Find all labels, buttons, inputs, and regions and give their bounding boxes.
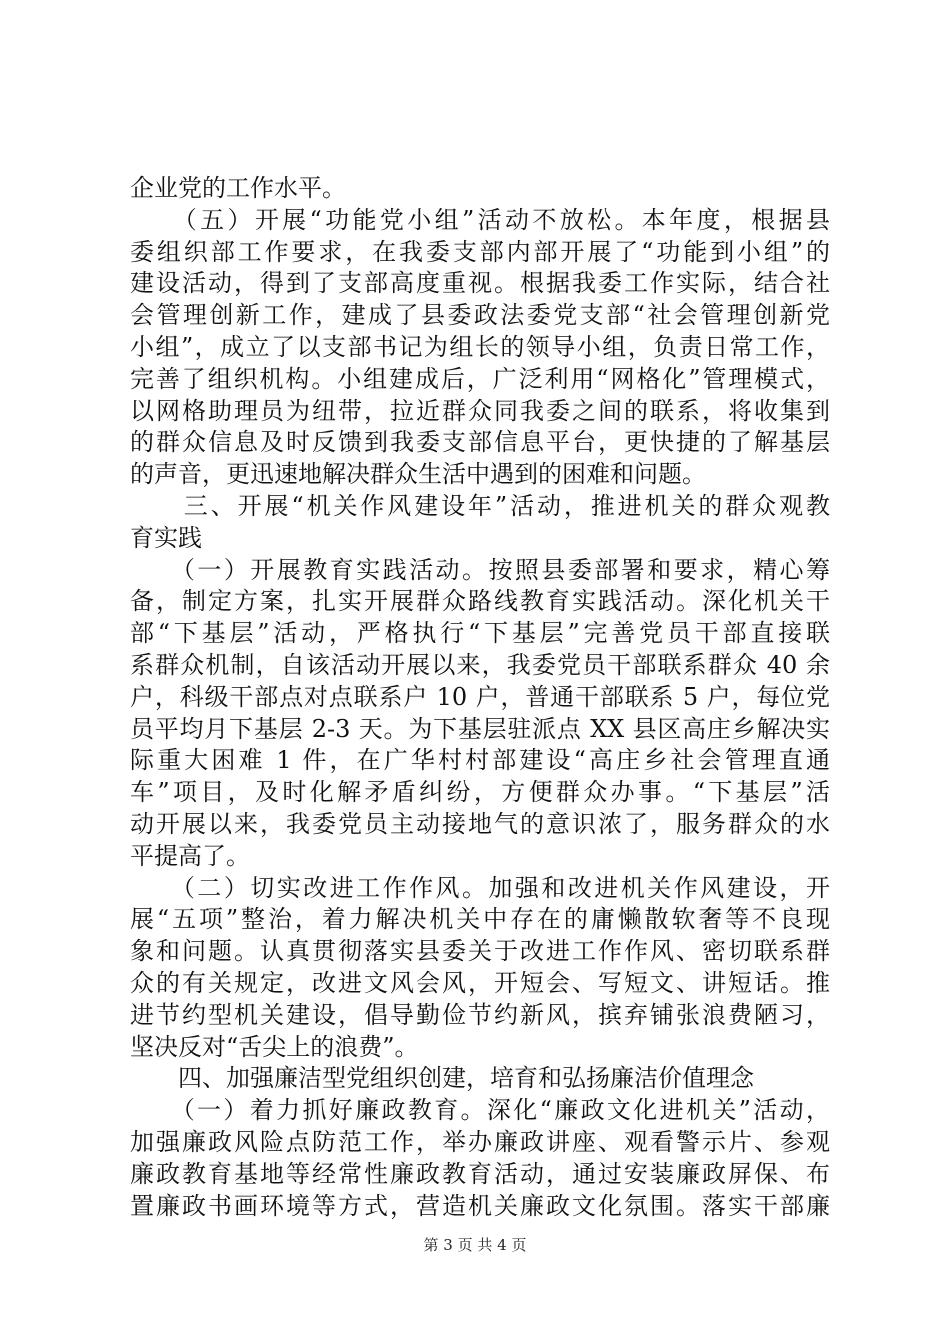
text-line: 四、加强廉洁型党组织创建，培育和弘扬廉洁价值理念	[130, 1064, 754, 1092]
text-line: 户，科级干部点对点联系户 10 户，普通干部联系 5 户，每位党	[130, 683, 830, 711]
text-line: 际重大困难 1 件，在广华村村部建设“高庄乡社会管理直通	[130, 746, 830, 774]
text-line: 育实践	[130, 524, 202, 552]
text-line: 员平均月下基层 2-3 天。为下基层驻派点 XX 县区高庄乡解决实	[130, 715, 830, 743]
text-line: 系群众机制，自该活动开展以来，我委党员干部联系群众 40 余	[130, 651, 830, 679]
text-line: 动开展以来，我委党员主动接地气的意识浓了，服务群众的水	[130, 810, 830, 838]
text-line: 置廉政书画环境等方式，营造机关廉政文化氛围。落实干部廉	[130, 1192, 830, 1220]
text-line: 平提高了。	[130, 842, 250, 870]
text-line: 小组”，成立了以支部书记为组长的领导小组，负责日常工作，	[130, 333, 830, 361]
text-line: 企业党的工作水平。	[130, 174, 346, 202]
text-line: 进节约型机关建设，倡导勤俭节约新风，摈弃铺张浪费陋习，	[130, 1001, 830, 1029]
text-line: 加强廉政风险点防范工作，举办廉政讲座、观看警示片、参观	[130, 1128, 830, 1156]
text-line: （二）切实改进工作作风。加强和改进机关作风建设，开	[130, 874, 830, 902]
text-line: 众的有关规定，改进文风会风，开短会、写短文、讲短话。推	[130, 969, 830, 997]
text-line: 建设活动，得到了支部高度重视。根据我委工作实际，结合社	[130, 269, 830, 297]
text-line: 展“五项”整治，着力解决机关中存在的庸懒散软奢等不良现	[130, 905, 830, 933]
text-line: （一）着力抓好廉政教育。深化“廉政文化进机关”活动，	[130, 1096, 830, 1124]
text-line: 三、开展“机关作风建设年”活动，推进机关的群众观教	[130, 492, 830, 520]
text-line: 完善了组织机构。小组建成后，广泛利用“网格化”管理模式，	[130, 365, 830, 393]
text-line: 委组织部工作要求，在我委支部内部开展了“功能到小组”的	[130, 238, 830, 266]
text-line: 备，制定方案，扎实开展群众路线教育实践活动。深化机关干	[130, 587, 830, 615]
text-line: 部“下基层”活动，严格执行“下基层”完善党员干部直接联	[130, 619, 830, 647]
text-line: 车”项目，及时化解矛盾纠纷，方便群众办事。“下基层”活	[130, 778, 830, 806]
text-line: 象和问题。认真贯彻落实县委关于改进工作作风、密切联系群	[130, 937, 830, 965]
text-line: （五）开展“功能党小组”活动不放松。本年度，根据县	[130, 206, 830, 234]
text-line: 的群众信息及时反馈到我委支部信息平台，更快捷的了解基层	[130, 428, 830, 456]
text-line: （一）开展教育实践活动。按照县委部署和要求，精心筹	[130, 556, 830, 584]
text-line: 以网格助理员为纽带，拉近群众同我委之间的联系，将收集到	[130, 397, 830, 425]
text-line: 会管理创新工作，建成了县委政法委党支部“社会管理创新党	[130, 301, 830, 329]
page-footer: 第 3 页 共 4 页	[423, 1236, 527, 1254]
text-line: 廉政教育基地等经常性廉政教育活动，通过安装廉政屏保、布	[130, 1160, 830, 1188]
text-line: 坚决反对“舌尖上的浪费”。	[130, 1033, 419, 1061]
text-line: 的声音，更迅速地解决群众生活中遇到的困难和问题。	[130, 460, 706, 488]
